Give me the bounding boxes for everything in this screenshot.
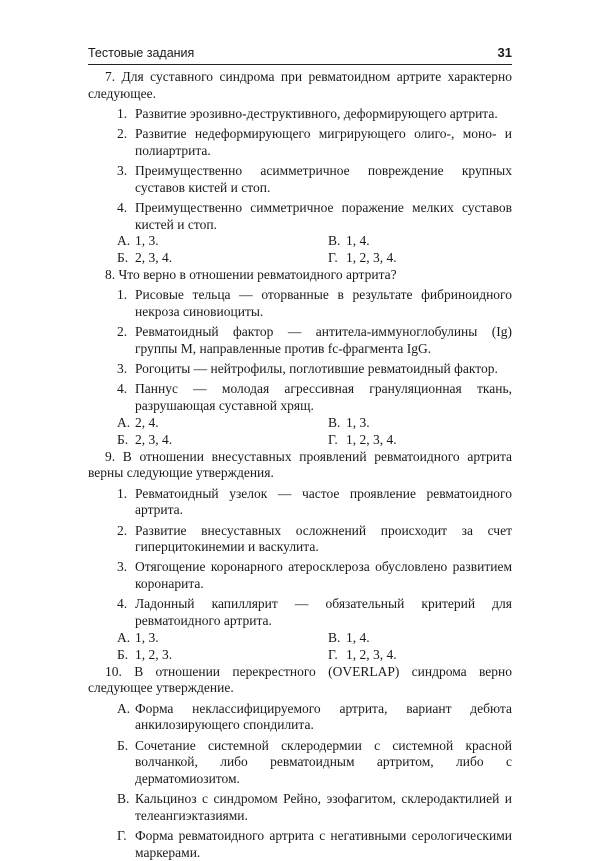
running-header [88,44,512,65]
option [88,738,512,788]
option-text: Развитие эрозивно-деструктивного, деформирующего артрита. [135,105,498,121]
option-marker: 3. [117,559,128,575]
answer-text: 2, 3, 4. [135,250,173,266]
option [88,106,512,123]
option-marker: 1. [117,105,128,121]
question-8 [88,267,512,448]
answer-row [88,630,512,647]
option [88,701,512,734]
question-stem: 7. Для суставного синдрома при ревматоидном артрите характерно следующее. [88,69,512,101]
option-marker: Б. [117,737,129,753]
option [88,200,512,233]
option-text: Преимущественно асимметричное повреждение крупных суставов кистей и стоп. [135,163,512,195]
option-text: Паннус — молодая агрессивная грануляционная ткань, разрушающая суставной хрящ. [135,381,512,414]
option-marker: 1. [117,287,128,303]
answer-text: 1, 3. [135,233,159,249]
option [88,523,512,556]
question-stem: 9. В отношении внесуставных проявлений ревматоидного артрита верны следующие утверждения. [88,448,512,481]
question-7 [88,69,512,267]
option-marker: 2. [117,324,128,340]
option [88,324,512,357]
option-marker: Г. [117,828,127,844]
section-title: Тестовые задания [88,46,195,60]
answer-marker: В. [328,414,341,430]
option-marker: 4. [117,199,128,215]
option [88,381,512,414]
option [88,486,512,519]
answer-marker: Г. [328,646,338,662]
option [88,596,512,629]
option [88,287,512,320]
option-text: Ладонный капиллярит — обязательный критерий для ревматоидного артрита. [135,596,512,629]
question-10 [88,664,512,861]
answer-marker: А. [117,233,131,249]
answer-marker: Б. [117,431,129,447]
option [88,791,512,824]
answer-row [88,250,512,267]
option-marker: 4. [117,381,128,397]
option-text: Ревматоидный фактор — антитела-иммуноглобулины (Ig) группы М, направленные против fc-фрагмента IgG. [135,324,512,357]
answer-marker: Б. [117,646,129,662]
answer-text: 1, 2, 3. [135,646,173,662]
option [88,163,512,196]
answer-row [88,432,512,449]
option-text: Рогоциты — нейтрофилы, поглотившие ревматоидный фактор. [135,361,498,377]
answer-marker: В. [328,233,341,249]
option-marker: 2. [117,126,128,142]
option-marker: 3. [117,163,128,179]
answer-marker: А. [117,414,131,430]
question-9 [88,449,512,663]
answer-marker: А. [117,629,131,645]
answer-marker: Г. [328,431,338,447]
option [88,361,512,378]
page-content [88,69,512,861]
option [88,559,512,592]
option [88,126,512,159]
question-stem: 8. Что верно в отношении ревматоидного артрита? [105,267,397,283]
option-marker: 4. [117,596,128,612]
option-text: Рисовые тельца — оторванные в результате фибриноидного некроза синовиоциты. [135,287,512,320]
answer-text: 1, 4. [346,233,370,249]
option [88,828,512,861]
answer-marker: Г. [328,250,338,266]
option-marker: 2. [117,522,128,538]
answer-text: 1, 2, 3, 4. [346,646,397,662]
option-marker: В. [117,791,130,807]
option-text: Развитие недеформирующего мигрирующего олиго-, моно- и полиартрита. [135,126,512,158]
question-stem: 10. В отношении перекрестного (OVERLAP) синдрома верно следующее утверждение. [88,663,512,696]
page-number: 31 [497,45,512,60]
answer-marker: В. [328,629,341,645]
option-marker: А. [117,700,131,716]
answer-row [88,415,512,432]
option-marker: 3. [117,361,128,377]
answer-row [88,233,512,250]
answer-text: 1, 2, 3, 4. [346,250,397,266]
option-text: Отягощение коронарного атеросклероза обусловлено развитием коронарита. [135,559,512,592]
option-text: Кальциноз с синдромом Рейно, эзофагитом, склеродактилией и телеангиэктазиями. [135,791,512,823]
answer-text: 1, 3. [135,629,159,645]
option-text: Форма ревматоидного артрита с негативными серологическими маркерами. [135,828,512,860]
option-text: Сочетание системной склеродермии с системной красной волчанкой, либо ревматоидным артритом, либо с дерматомиозитом. [135,737,512,786]
answer-text: 1, 4. [346,629,370,645]
option-text: Преимущественно симметричное поражение мелких суставов кистей и стоп. [135,199,512,232]
answer-text: 1, 2, 3, 4. [346,431,397,447]
answer-text: 2, 3, 4. [135,431,173,447]
answer-text: 2, 4. [135,414,159,430]
option-text: Развитие внесуставных осложнений происходит за счет гиперцитокинемии и васкулита. [135,522,512,555]
answer-text: 1, 3. [346,414,370,430]
option-text: Ревматоидный узелок — частое проявление ревматоидного артрита. [135,485,512,518]
option-text: Форма неклассифицируемого артрита, вариант дебюта анкилозирующего спондилита. [135,700,512,733]
answer-marker: Б. [117,250,129,266]
option-marker: 1. [117,485,128,501]
answer-row [88,647,512,664]
